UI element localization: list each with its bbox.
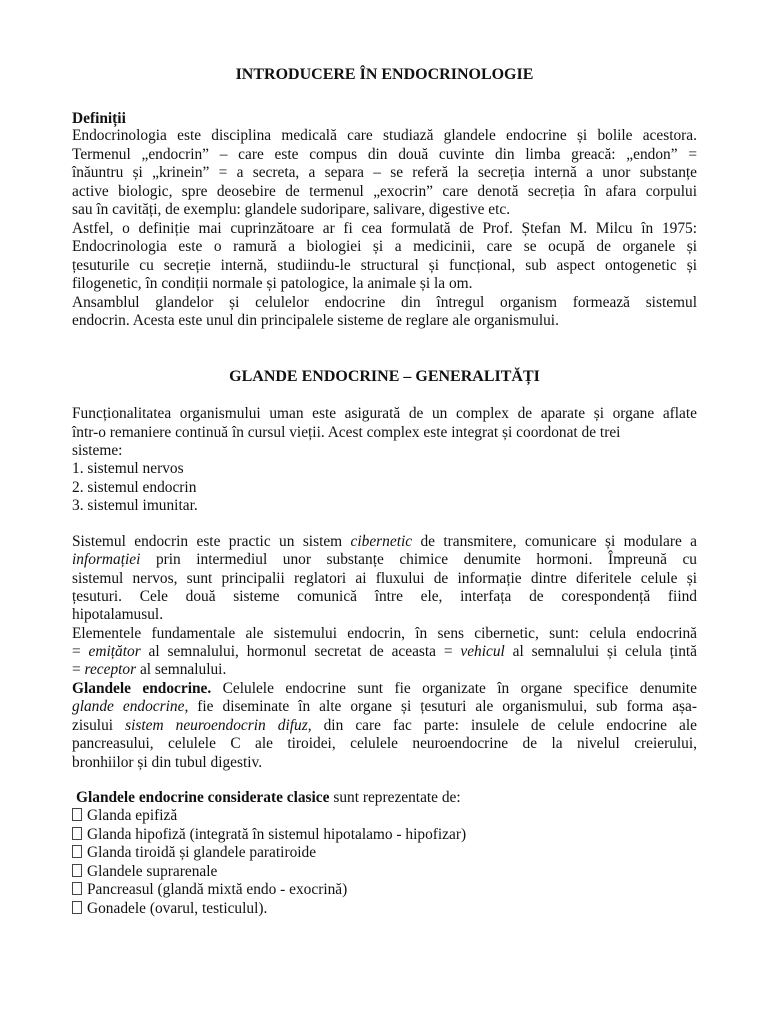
list-item: Pancreasul (glandă mixtă endo - exocrină) [72,881,697,899]
text-line: țesuturile cu secreție internă, studiindu-le structural și funcțional, sub aspect ontogenetic și [72,257,697,274]
list-item: Glanda epifiză [72,807,697,825]
checkbox-glyph-icon [72,827,82,840]
text-line: hipotalamusul. [72,606,164,623]
definitii-heading: Definiții [72,110,126,127]
list-item: Glanda hipofiză (integrată în sistemul hipotalamo - hipofizar) [72,826,697,844]
clasice-intro: Glandele endocrine considerate clasice sunt reprezentate de: [76,789,461,806]
text-line: într-o remaniere continuă în cursul vieții. Acest complex este integrat și coordonat de trei [72,424,621,441]
title-generalitati: GLANDE ENDOCRINE – GENERALITĂȚI [229,368,540,385]
text-line: Glandele endocrine. Celulele endocrine sunt fie organizate în organe specifice denumite [72,680,698,697]
text-line: Ansamblul glandelor și celulelor endocrine din întregul organism formează sistemul [72,294,697,311]
checkbox-glyph-icon [72,864,82,877]
title-introducere: INTRODUCERE ÎN ENDOCRINOLOGIE [235,66,534,83]
text-line: sau în cavități, de exemplu: glandele sudoripare, salivare, digestive etc. [72,201,511,218]
text-line: pancreasului, celulele C ale tiroidei, celulele neuroendocrine de la nivelul creierului, [72,735,697,752]
text-line: zisului sistem neuroendocrin difuz, din care fac parte: insulele de celule endocrine ale [72,717,697,734]
text-line: glande endocrine, fie diseminate în alte organe și țesuturi ale organismului, sub forma așa- [72,698,697,715]
list-item: Glandele suprarenale [72,863,697,881]
text-line: Funcționalitatea organismului uman este asigurată de un complex de aparate și organe aflate [72,405,697,422]
list-item: 2. sistemul endocrin [72,479,197,496]
text-line: bronhiilor și din tubul digestiv. [72,754,263,771]
text-line: informației prin intermediul unor substanțe chimice denumite hormoni. Împreună cu [72,551,697,568]
text-line: = receptor al semnalului. [72,661,227,678]
text-line: înăuntru și „krinein” = a secreta, a separa – se referă la secreția internă a unor substanțe [72,164,697,181]
text-line: Sistemul endocrin este practic un sistem cibernetic de transmitere, comunicare și modulare a [72,533,697,550]
text-line: Termenul „endocrin” – care este compus din două cuvinte din limba greacă: „endon” = [72,146,697,163]
list-item: 1. sistemul nervos [72,460,184,477]
list-item: Gonadele (ovarul, testiculul). [72,900,697,918]
checkbox-glyph-icon [72,882,82,895]
text-line: țesuturi. Cele două sisteme comunică între ele, interfața de corespondență fiind [72,588,697,605]
text-line: sistemul nervos, sunt principalii reglatori ai fluxului de informație dintre diferitele celule și [72,570,697,587]
list-item: 3. sistemul imunitar. [72,497,198,514]
checkbox-glyph-icon [72,808,82,821]
list-item: Glanda tiroidă și glandele paratiroide [72,844,697,862]
text-line: Endocrinologia este o ramură a biologiei și a medicinii, care se ocupă de organele și [72,238,697,255]
text-line: endocrin. Acesta este unul din principalele sisteme de reglare ale organismului. [72,312,559,329]
text-line: Astfel, o definiție mai cuprinzătoare ar fi cea formulată de Prof. Ștefan M. Milcu în 1975: [72,220,697,237]
text-line: Endocrinologia este disciplina medicală care studiază glandele endocrine și bolile acestora. [72,127,697,144]
text-line: active biologic, spre deosebire de termenul „exocrin” care denotă secreția în afara corpului [72,183,697,200]
text-line: filogenetic, în condiții normale și patologice, la animale și la om. [72,275,473,292]
checkbox-glyph-icon [72,901,82,914]
checkbox-glyph-icon [72,845,82,858]
text-line: sisteme: [72,442,123,459]
text-line: = emițător al semnalului, hormonul secretat de aceasta = vehicul al semnalului și celula țintă [72,643,697,660]
text-line: Elementele fundamentale ale sistemului endocrin, în sens cibernetic, sunt: celula endocrină [72,625,697,642]
